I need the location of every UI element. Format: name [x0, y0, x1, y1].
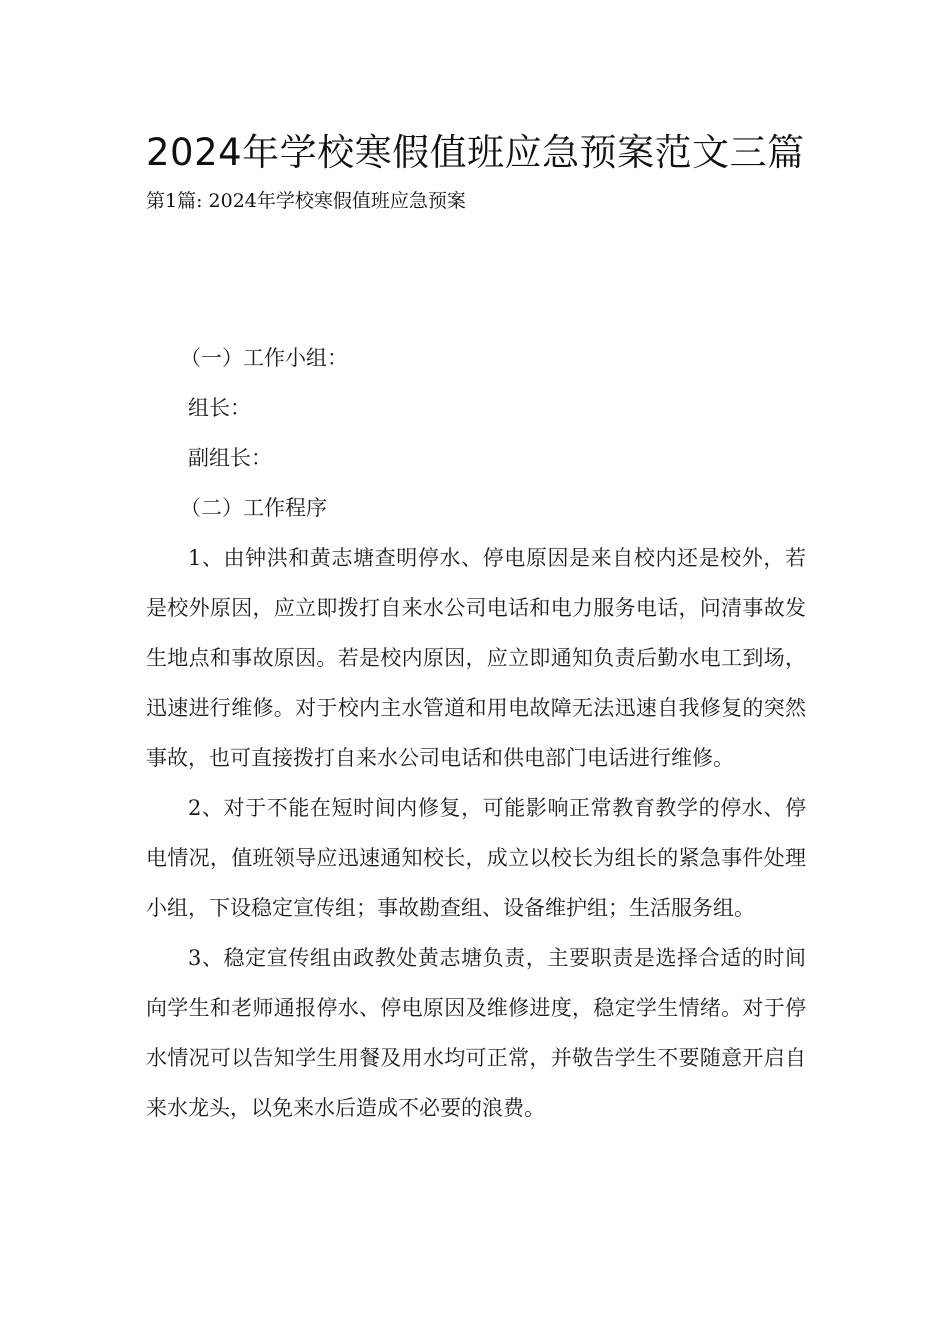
paragraph-2: 2、对于不能在短时间内修复，可能影响正常教育教学的停水、停电情况，值班领导应迅速通知校长，成立以校长为组长的紧急事件处理小组，下设稳定宣传组；事故勘查组、设备维护组；生活服务组。	[146, 796, 806, 920]
paragraph-1: 1、由钟洪和黄志塘查明停水、停电原因是来自校内还是校外，若是校外原因，应立即拨打自来水公司电话和电力服务电话，问清事故发生地点和事故原因。若是校内原因，应立即通知负责后勤水电工到场，迅速进行维修。对于校内主水管道和用电故障无法迅速自我修复的突然事故，也可直接拨打自来水公司电话和供电部门电话进行维修。	[146, 546, 806, 770]
paragraph-3: 3、稳定宣传组由政教处黄志塘负责，主要职责是选择合适的时间向学生和老师通报停水、停电原因及维修进度，稳定学生情绪。对于停水情况可以告知学生用餐及用水均可正常，并敬告学生不要随意开启自来水龙头，以免来水后造成不必要的浪费。	[146, 946, 806, 1120]
leader-line: 组长：	[188, 396, 251, 420]
work-group-heading: （一）工作小组：	[180, 346, 348, 370]
work-procedure-heading: （二）工作程序	[180, 496, 327, 520]
document-body	[146, 333, 806, 1133]
deputy-leader-line: 副组长：	[188, 446, 272, 470]
document-title: 2024年学校寒假值班应急预案范文三篇	[146, 131, 805, 174]
document-subtitle: 第1篇: 2024年学校寒假值班应急预案	[146, 190, 466, 212]
